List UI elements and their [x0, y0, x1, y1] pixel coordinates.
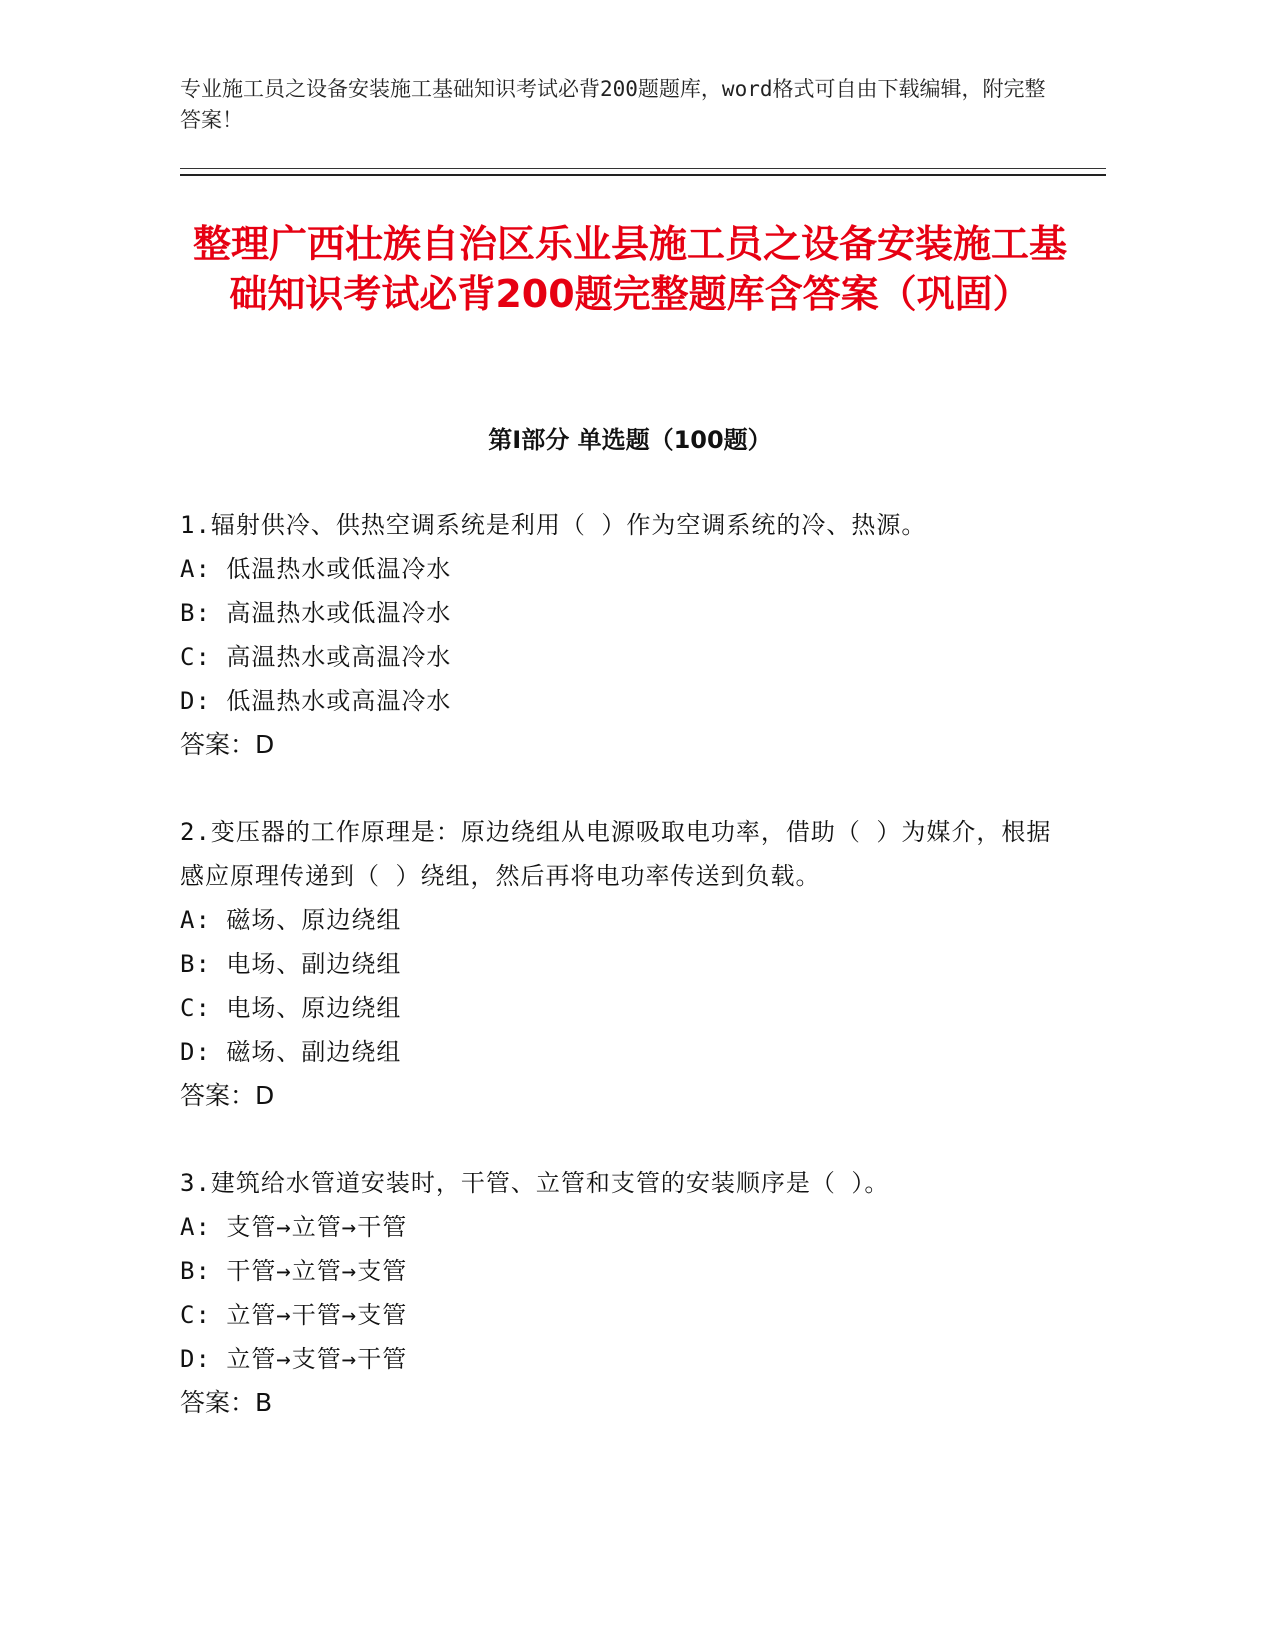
- header-divider-thin: [180, 168, 1106, 169]
- option-a: A: 磁场、原边绕组: [180, 906, 402, 934]
- question-item: [180, 1161, 1060, 1425]
- option-b: B: 干管→立管→支管: [180, 1257, 408, 1285]
- option-c: C: 高温热水或高温冷水: [180, 643, 452, 671]
- option-d: D: 立管→支管→干管: [180, 1345, 408, 1373]
- option-a: A: 低温热水或低温冷水: [180, 555, 452, 583]
- option-c: C: 立管→干管→支管: [180, 1301, 408, 1329]
- question-list: [180, 503, 1060, 1468]
- question-stem: 2.变压器的工作原理是：原边绕组从电源吸取电功率，借助（ ）为媒介，根据感应原理传递到（ ）绕组，然后再将电功率传送到负载。: [180, 818, 1052, 890]
- answer: 答案：B: [180, 1388, 273, 1417]
- section-title: 第I部分 单选题（100题）: [488, 426, 772, 454]
- option-b: B: 电场、副边绕组: [180, 950, 402, 978]
- option-d: D: 低温热水或高温冷水: [180, 687, 452, 715]
- header-divider-thick: [180, 174, 1106, 176]
- question-stem: 3.建筑给水管道安装时，干管、立管和支管的安装顺序是（ ）。: [180, 1169, 890, 1197]
- option-a: A: 支管→立管→干管: [180, 1213, 408, 1241]
- header-note: 专业施工员之设备安装施工基础知识考试必背200题题库，word格式可自由下载编辑，附完整答案！: [180, 77, 1046, 132]
- option-b: B: 高温热水或低温冷水: [180, 599, 452, 627]
- question-stem: 1.辐射供冷、供热空调系统是利用（ ）作为空调系统的冷、热源。: [180, 511, 927, 539]
- option-c: C: 电场、原边绕组: [180, 994, 402, 1022]
- document-title: 整理广西壮族自治区乐业县施工员之设备安装施工基础知识考试必背200题完整题库含答案（巩固）: [192, 222, 1067, 316]
- option-d: D: 磁场、副边绕组: [180, 1038, 402, 1066]
- answer: 答案：D: [180, 730, 275, 759]
- question-item: [180, 810, 1060, 1118]
- answer: 答案：D: [180, 1081, 275, 1110]
- question-item: [180, 503, 1060, 767]
